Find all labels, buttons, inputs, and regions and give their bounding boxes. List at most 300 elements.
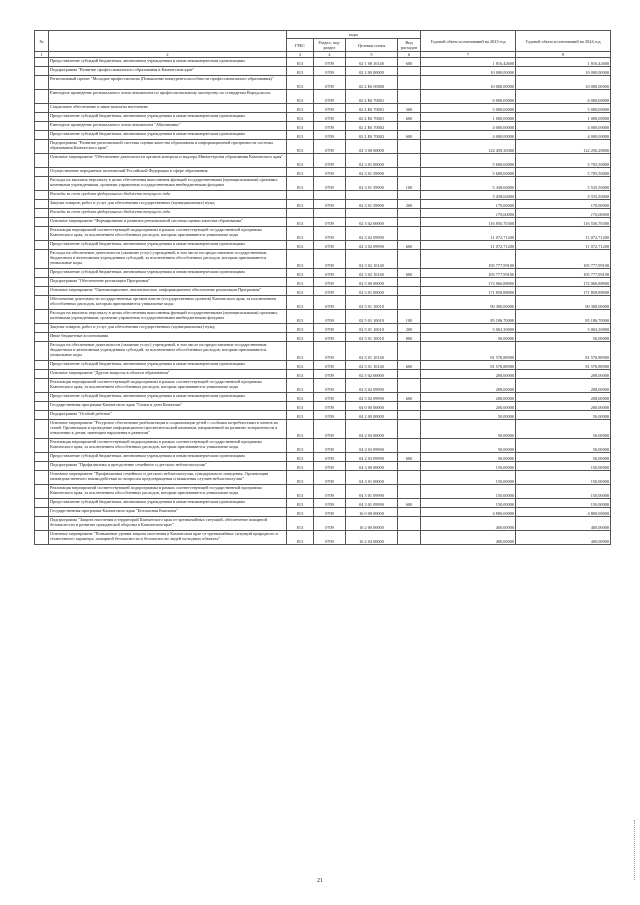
row-amount-2024: 85 186,70000 [516,310,611,324]
row-exp-type: 600 [398,131,421,140]
row-number [35,411,49,420]
table-row [35,287,611,296]
row-name: Предоставление субсидий бюджетным, автономным учреждениям и иным некоммерческим организациям [49,361,287,370]
row-target: 04 3 01 00000 [346,471,398,485]
row-number [35,462,49,471]
row-section: 0709 [314,342,346,361]
row-section: 0709 [314,200,346,209]
table-row [35,113,611,122]
row-grbs: 813 [287,122,314,131]
row-grbs: 813 [287,342,314,361]
row-amount-2023: 1 000,00000 [421,113,516,122]
row-amount-2023: 81 578,88900 [421,361,516,370]
row-section: 0709 [314,379,346,393]
row-amount-2024: 11 072,71200 [516,241,611,250]
row-amount-2023: 50,00000 [421,453,516,462]
row-amount-2024: 90 300,00000 [516,296,611,310]
row-amount-2024: 170,00000 [516,200,611,209]
row-name: Подпрограмма "Развитие профессионального образования в Камчатском крае" [49,67,287,76]
row-amount-2024: 400,00000 [516,517,611,531]
row-section: 0709 [314,227,346,241]
row-name: Основное мероприятие "Повышение уровня защиты населения в Камчатском крае от чрезвычайных ситуаций природного и техногенного характера, пожарной безопасности и безопасности людей на водных объектах" [49,531,287,545]
row-name: Основное мероприятие "Обеспечение деятельности органов контроля и надзора Министерства образования Камчатского края" [49,154,287,168]
row-amount-2023: 11 072,71200 [421,227,516,241]
row-amount-2023: 50,00000 [421,439,516,453]
row-section: 0709 [314,485,346,499]
row-amount-2024: 50,00000 [516,333,611,342]
row-amount-2024: 50,00000 [516,453,611,462]
row-target: 02 5 01 10010 [346,296,398,310]
row-amount-2024: 171 858,88900 [516,287,611,296]
table-row [35,324,611,333]
table-row [35,140,611,154]
row-section: 0709 [314,140,346,154]
row-name: Закупка товаров, работ и услуг для обеспечения государственных (муниципальных) нужд [49,200,287,209]
row-amount-2023: 50,00000 [421,411,516,420]
row-amount-2023: 5 438,60000 [421,191,516,200]
budget-table [34,30,611,545]
row-amount-2023: 4 800,00000 [421,508,516,517]
row-section: 0709 [314,76,346,90]
row-name: Ежегодное проведение регионального этапа чемпионата "Абилимпикс" [49,122,287,131]
row-section: 0709 [314,393,346,402]
row-exp-type: 800 [398,333,421,342]
row-exp-type [398,420,421,439]
row-exp-type: 100 [398,177,421,191]
table-row [35,402,611,411]
row-target: 04 3 00 00000 [346,462,398,471]
row-section: 0709 [314,508,346,517]
row-amount-2023: 171 858,88900 [421,287,516,296]
row-name: Расходы на обеспечение деятельности (оказание услуг) учреждений, в том числе на предоставление государственным бюджетным и автономным учреждениям субсидий, за исключением обособленных расходов, которым присваиваются уникальные коды [49,250,287,269]
row-target: 02 3 00 00000 [346,140,398,154]
row-grbs: 813 [287,140,314,154]
row-target: 02 3 01 59900 [346,200,398,209]
row-grbs: 813 [287,154,314,168]
col-type-header: Вид расходов [398,39,421,52]
row-number [35,191,49,200]
row-amount-2024: 400,00000 [516,531,611,545]
col-2024-header: Годовой объем ассигнований на 2024 год [516,31,611,52]
row-section: 0709 [314,531,346,545]
row-grbs: 813 [287,218,314,227]
row-grbs: 813 [287,517,314,531]
row-target: 02 5 01 10140 [346,361,398,370]
row-section: 0709 [314,113,346,122]
row-target: 04 3 01 09990 [346,499,398,508]
row-number [35,342,49,361]
row-amount-2024: 150,00000 [516,471,611,485]
row-grbs: 813 [287,324,314,333]
row-amount-2024: 5 535,50000 [516,177,611,191]
table-row [35,333,611,342]
row-number [35,154,49,168]
page-number: 21 [317,878,323,884]
row-section: 0709 [314,269,346,278]
row-exp-type: 200 [398,324,421,333]
row-number [35,471,49,485]
table-row [35,269,611,278]
row-exp-type [398,278,421,287]
row-number [35,379,49,393]
table-row [35,67,611,76]
table-row [35,499,611,508]
row-amount-2024: 81 578,88900 [516,361,611,370]
row-amount-2023: 208,00000 [421,393,516,402]
row-amount-2024: 50,00000 [516,439,611,453]
row-amount-2023: 400,00000 [421,517,516,531]
row-grbs: 813 [287,499,314,508]
row-grbs: 813 [287,411,314,420]
row-name: Реализация мероприятий соответствующей подпрограммы в рамках соответствующей государственной программы Камчатского края, за исключением обособленных расходов, которым присваиваются уникальные коды [49,439,287,453]
row-section [314,209,346,218]
col-index: 8 [516,52,611,58]
row-name: Расходы на выплаты персоналу в целях обеспечения выполнения функций государственными (муниципальными) органами, казенными учреждениями, органами управления государственными внебюджетными фондами [49,177,287,191]
row-number [35,113,49,122]
row-amount-2023: 50,00000 [421,333,516,342]
row-grbs: 813 [287,420,314,439]
table-row [35,471,611,485]
row-exp-type: 600 [398,269,421,278]
row-amount-2024: 4 800,00000 [516,508,611,517]
row-amount-2024: 81 578,88900 [516,342,611,361]
row-exp-type [398,67,421,76]
row-number [35,499,49,508]
row-amount-2023: 11 072,71200 [421,241,516,250]
table-row [35,250,611,269]
row-section: 0709 [314,517,346,531]
row-number [35,278,49,287]
row-number [35,250,49,269]
row-name: Основное мероприятие "Ресурсное обеспечение реабилитации и социализации детей с особыми потребностями в членов их семей. Организация и проведение информационно-просветительской кампании, направленной на развитие толерантности в отношении к детям, имеющим нарушения в развитии" [49,420,287,439]
row-target: 16 2 04 00000 [346,531,398,545]
row-number [35,485,49,499]
row-exp-type: 300 [398,104,421,113]
row-section: 0709 [314,471,346,485]
row-grbs: 813 [287,250,314,269]
row-exp-type [398,250,421,269]
row-grbs: 813 [287,269,314,278]
row-name: Государственная программа Камчатского края "Семья и дети Камчатки" [49,402,287,411]
table-row [35,411,611,420]
row-amount-2023: 10 000,00000 [421,76,516,90]
row-amount-2024: 116 550,70300 [516,218,611,227]
row-section: 0709 [314,420,346,439]
row-target: 02 5 01 10010 [346,333,398,342]
row-target: 02 2 E6 00000 [346,76,398,90]
row-target: 02 3 02 10140 [346,269,398,278]
row-grbs: 813 [287,508,314,517]
row-number [35,200,49,209]
row-section [314,191,346,200]
row-target: 02 3 01 59900 [346,177,398,191]
col-name-header [49,31,287,52]
row-amount-2023: 208,00000 [421,379,516,393]
row-grbs: 813 [287,278,314,287]
row-name: Предоставление субсидий бюджетным, автономным учреждениям и иным некоммерческим организациям [49,453,287,462]
row-name: Предоставление субсидий бюджетным, автономным учреждениям и иным некоммерческим организациям [49,58,287,67]
row-name: Региональный проект "Молодые профессионалы (Повышение конкурентоспособности профессионального образования)" [49,76,287,90]
row-number [35,104,49,113]
codes-header: коды [287,31,421,39]
row-target: 02 2 E6 70001 [346,90,398,104]
row-name: Реализация мероприятий соответствующей подпрограммы в рамках соответствующей государственной программы Камчатского края, за исключением обособленных расходов, которым присваиваются уникальные коды [49,379,287,393]
row-number [35,531,49,545]
row-grbs: 813 [287,310,314,324]
row-target: 04 2 03 00000 [346,420,398,439]
row-number [35,420,49,439]
row-amount-2024: 105 777,99100 [516,269,611,278]
row-grbs: 813 [287,241,314,250]
row-target: 02 3 02 00000 [346,218,398,227]
row-name: Расходы за счет средств федерального бюджета текущего года [49,209,287,218]
row-grbs: 813 [287,76,314,90]
table-row [35,177,611,191]
row-number [35,287,49,296]
row-grbs: 813 [287,200,314,209]
row-number [35,76,49,90]
row-section: 0709 [314,453,346,462]
row-number [35,333,49,342]
row-number [35,296,49,310]
table-row [35,76,611,90]
row-exp-type [398,402,421,411]
row-section: 0709 [314,104,346,113]
row-section: 0709 [314,241,346,250]
row-target: 16 2 00 00000 [346,517,398,531]
row-amount-2024: 10 000,00000 [516,67,611,76]
col-target-header: Целевая статья [346,39,398,52]
row-grbs: 813 [287,531,314,545]
row-exp-type [398,122,421,131]
row-name: Закупка товаров, работ и услуг для обеспечения государственных (муниципальных) нужд [49,324,287,333]
row-exp-type [398,508,421,517]
row-amount-2023: 5 000,00000 [421,104,516,113]
row-section: 0709 [314,310,346,324]
row-number [35,209,49,218]
row-grbs: 813 [287,296,314,310]
row-number [35,508,49,517]
table-row [35,218,611,227]
row-section: 0709 [314,168,346,177]
row-name: Основное мероприятие "Другие вопросы в области образования" [49,370,287,379]
row-target: 04 0 00 00000 [346,402,398,411]
row-target: 02 5 01 10010 [346,310,398,324]
row-target: 02 3 01 00000 [346,154,398,168]
table-row [35,209,611,218]
row-amount-2024: 122 256,20000 [516,140,611,154]
table-row [35,90,611,104]
row-target: 02 2 E6 70001 [346,113,398,122]
row-exp-type: 600 [398,393,421,402]
row-amount-2023: 1 816,42600 [421,58,516,67]
table-row [35,168,611,177]
row-exp-type [398,287,421,296]
row-name: Подпрограмма "Обеспечение реализации Программы" [49,278,287,287]
row-number [35,168,49,177]
table-row [35,420,611,439]
row-target [346,191,398,200]
row-amount-2024: 5 000,00000 [516,104,611,113]
table-row [35,122,611,131]
row-amount-2023: 4 000,00000 [421,131,516,140]
row-exp-type [398,76,421,90]
row-grbs: 813 [287,287,314,296]
row-section: 0709 [314,499,346,508]
table-row [35,241,611,250]
row-name: Основное мероприятие "Формирование и развитие региональной системы оценки качества образования" [49,218,287,227]
table-row [35,296,611,310]
row-amount-2023: 400,00000 [421,531,516,545]
row-name: Основное мероприятие "Профилактика семейного и детского неблагополучия, суицидального поведения. Организация межведомственного взаимодействия по вопросам предотвращения и выявления случаев неблагополучия" [49,471,287,485]
row-grbs: 813 [287,333,314,342]
row-target: 02 2 E6 70001 [346,104,398,113]
row-grbs: 813 [287,58,314,67]
row-amount-2023: 5 063,30000 [421,324,516,333]
col-num-header: № [35,31,49,52]
table-row [35,361,611,370]
table-row [35,131,611,140]
row-number [35,241,49,250]
row-name: Реализация мероприятий соответствующей подпрограммы в рамках соответствующей государственной программы Камчатского края, за исключением обособленных расходов, которым присваиваются уникальные коды [49,485,287,499]
row-section: 0709 [314,370,346,379]
row-name: Предоставление субсидий бюджетным, автономным учреждениям и иным некоммерческим организациям [49,131,287,140]
row-exp-type [398,209,421,218]
row-amount-2024: 11 072,71200 [516,227,611,241]
row-exp-type: 600 [398,241,421,250]
col-grbs-header: ГРБС [287,39,314,52]
row-exp-type [398,90,421,104]
row-amount-2023: 5 608,60000 [421,154,516,168]
row-section: 0709 [314,462,346,471]
row-amount-2024: 172 066,88900 [516,278,611,287]
row-amount-2023: 170,00000 [421,209,516,218]
row-name: Предоставление субсидий бюджетным, автономным учреждениям и иным некоммерческим организациям [49,269,287,278]
row-number [35,393,49,402]
row-amount-2023: 150,00000 [421,471,516,485]
row-section: 0709 [314,296,346,310]
row-amount-2024: 200,00000 [516,402,611,411]
row-grbs: 813 [287,131,314,140]
row-grbs: 813 [287,370,314,379]
row-number [35,227,49,241]
row-name: Предоставление субсидий бюджетным, автономным учреждениям и иным некоммерческим организациям [49,499,287,508]
row-exp-type [398,439,421,453]
row-exp-type: 600 [398,499,421,508]
row-amount-2023: 208,00000 [421,370,516,379]
row-name: Ежегодное проведение регионального этапа чемпионата по профессиональному мастерству по стандартам Ворлдскиллс [49,90,287,104]
row-target: 16 0 00 00000 [346,508,398,517]
row-section: 0709 [314,58,346,67]
row-number [35,218,49,227]
row-grbs: 813 [287,453,314,462]
row-exp-type: 600 [398,113,421,122]
row-section: 0709 [314,154,346,168]
col-2023-header: Годовой объем ассигнований на 2023 год [421,31,516,52]
row-amount-2024: 208,00000 [516,393,611,402]
row-number [35,324,49,333]
table-row [35,453,611,462]
row-name: Предоставление субсидий бюджетным, автономным учреждениям и иным некоммерческим организациям [49,113,287,122]
row-grbs: 813 [287,379,314,393]
row-amount-2024: 105 777,99100 [516,250,611,269]
row-target: 04 2 03 09990 [346,453,398,462]
row-grbs [287,191,314,200]
row-section: 0709 [314,287,346,296]
table-row [35,462,611,471]
row-target: 02 5 01 10010 [346,324,398,333]
row-name: Подпрограмма "Защита населения и территорий Камчатского края от чрезвычайных ситуаций, обеспечение пожарной безопасности и развитие гражданской обороны в Камчатском крае" [49,517,287,531]
row-section: 0709 [314,90,346,104]
row-exp-type [398,227,421,241]
row-name: Осуществление переданных полномочий Российской Федерации в сфере образования [49,168,287,177]
row-exp-type [398,517,421,531]
row-name: Подпрограмма "Профилактика и преодоление семейного и детского неблагополучия" [49,462,287,471]
row-target: 02 2 00 00000 [346,67,398,76]
table-row [35,200,611,209]
row-amount-2024: 150,00000 [516,499,611,508]
table-row [35,227,611,241]
row-number [35,67,49,76]
table-row [35,393,611,402]
row-grbs: 813 [287,361,314,370]
table-row [35,104,611,113]
row-name: Реализация мероприятий соответствующей подпрограммы в рамках соответствующей государственной программы Камчатского края, за исключением обособленных расходов, которым присваиваются уникальные коды [49,227,287,241]
col-index: 6 [398,52,421,58]
row-target: 02 5 02 09990 [346,379,398,393]
row-amount-2024: 150,00000 [516,485,611,499]
col-index: 1 [35,52,49,58]
row-grbs: 813 [287,227,314,241]
row-exp-type: 600 [398,58,421,67]
row-amount-2024: 1 816,42600 [516,58,611,67]
row-section: 0709 [314,324,346,333]
row-target: 02 3 01 59900 [346,168,398,177]
row-exp-type [398,168,421,177]
table-row [35,58,611,67]
row-section: 0709 [314,250,346,269]
document-page [34,30,610,545]
row-number [35,361,49,370]
row-number [35,122,49,131]
row-exp-type [398,411,421,420]
row-target: 02 3 02 10140 [346,250,398,269]
row-exp-type [398,191,421,200]
row-section: 0709 [314,122,346,131]
row-amount-2023: 105 777,99100 [421,250,516,269]
row-amount-2024: 5 705,50000 [516,168,611,177]
row-number [35,58,49,67]
table-row [35,439,611,453]
row-number [35,269,49,278]
row-number [35,177,49,191]
col-index: 7 [421,52,516,58]
row-exp-type [398,462,421,471]
row-amount-2024: 5 063,30000 [516,324,611,333]
row-target: 02 5 00 00000 [346,278,398,287]
row-target [346,209,398,218]
row-section: 0709 [314,67,346,76]
row-target: 02 3 02 09990 [346,227,398,241]
row-exp-type: 100 [398,310,421,324]
row-amount-2023: 150,00000 [421,485,516,499]
row-name: Подпрограмма "Развитие региональной системы оценки качества образования и информационной прозрачности системы образования Камчатского края" [49,140,287,154]
row-grbs: 813 [287,90,314,104]
row-exp-type [398,218,421,227]
row-section: 0709 [314,402,346,411]
row-amount-2024: 5 705,50000 [516,154,611,168]
row-target: 04 2 00 00000 [346,411,398,420]
